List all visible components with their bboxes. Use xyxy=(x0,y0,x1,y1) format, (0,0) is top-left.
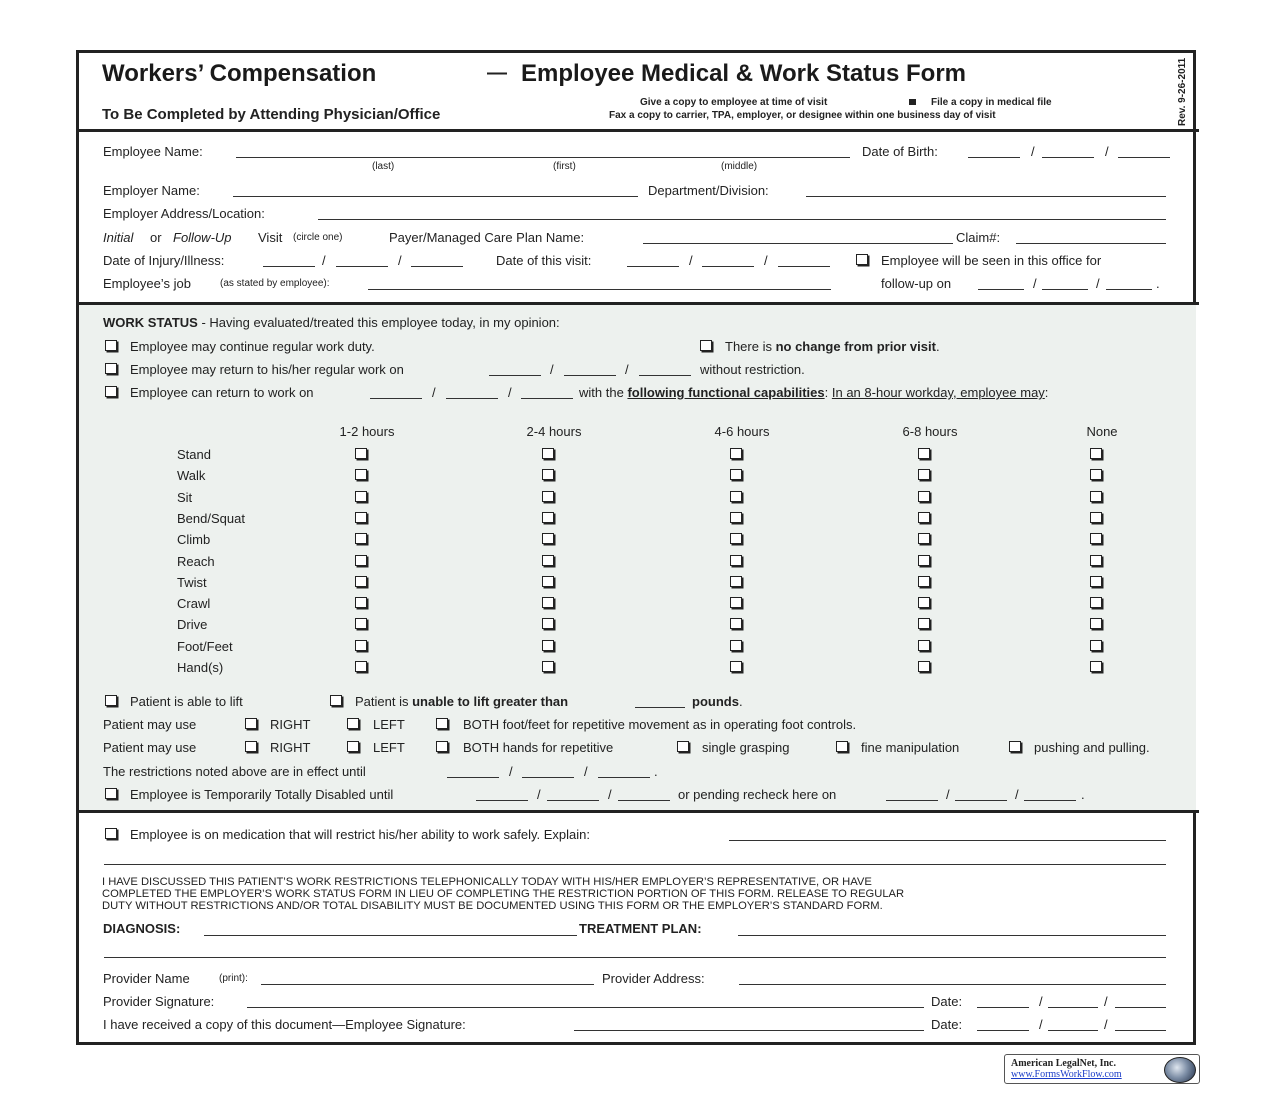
medication-explain-field[interactable] xyxy=(729,840,1166,841)
followup-year-field[interactable] xyxy=(1106,289,1152,290)
employee-signature-label: I have received a copy of this document—Employee Signature: xyxy=(103,1017,466,1032)
fine-manipulation-checkbox[interactable] xyxy=(836,741,848,752)
date-separator: / xyxy=(625,362,629,377)
ttd-month-field[interactable] xyxy=(476,800,528,801)
medication-label: Employee is on medication that will restrict his/her ability to work safely. Explain: xyxy=(130,827,591,842)
return-year-field[interactable] xyxy=(521,398,573,399)
provider-date-month-field[interactable] xyxy=(977,1007,1029,1008)
followup-on-label: follow-up on xyxy=(881,276,952,291)
date-separator: / xyxy=(537,787,541,802)
form-subtitle: To Be Completed by Attending Physician/Office xyxy=(102,106,441,123)
date-separator: / xyxy=(1039,1017,1043,1032)
capability-checkbox[interactable] xyxy=(542,576,554,587)
employer-name-field[interactable] xyxy=(233,196,638,197)
capability-checkbox[interactable] xyxy=(1090,576,1102,587)
provider-address-label: Provider Address: xyxy=(602,971,705,986)
diagnosis-field[interactable] xyxy=(204,935,577,936)
employee-job-note: (as stated by employee): xyxy=(220,278,330,289)
ttd-day-field[interactable] xyxy=(547,800,599,801)
foot-right-checkbox[interactable] xyxy=(245,718,257,729)
activity-label: Bend/Squat xyxy=(177,510,245,526)
foot-right-label: RIGHT xyxy=(270,717,311,732)
return-regular-year-field[interactable] xyxy=(639,375,691,376)
capability-checkbox[interactable] xyxy=(1090,597,1102,608)
capability-checkbox[interactable] xyxy=(355,555,367,566)
may-use-hands-label: Patient may use xyxy=(103,740,197,755)
payer-label: Payer/Managed Care Plan Name: xyxy=(389,230,585,245)
employee-name-field[interactable] xyxy=(236,157,850,158)
diagnosis-label: DIAGNOSIS: xyxy=(103,921,181,936)
capability-checkbox[interactable] xyxy=(918,533,930,544)
date-separator: / xyxy=(1105,144,1109,159)
visit-label: Visit xyxy=(258,230,283,245)
column-header: 2-4 hours xyxy=(526,424,582,439)
date-separator: / xyxy=(1031,144,1035,159)
capability-checkbox[interactable] xyxy=(355,661,367,672)
provider-address-field[interactable] xyxy=(739,984,1166,985)
pushing-pulling-checkbox[interactable] xyxy=(1009,741,1021,752)
injury-date-label: Date of Injury/Illness: xyxy=(103,253,225,268)
capability-checkbox[interactable] xyxy=(1090,618,1102,629)
employee-signature-field[interactable] xyxy=(574,1030,924,1031)
date-separator: / xyxy=(584,764,588,779)
activity-label: Twist xyxy=(177,574,207,590)
injury-year-field[interactable] xyxy=(411,266,463,267)
capability-checkbox[interactable] xyxy=(355,597,367,608)
department-field[interactable] xyxy=(806,196,1166,197)
last-name-caption: (last) xyxy=(372,161,395,172)
employer-name-label: Employer Name: xyxy=(103,183,200,198)
payer-field[interactable] xyxy=(643,243,953,244)
period: . xyxy=(1156,276,1160,291)
capability-checkbox[interactable] xyxy=(918,618,930,629)
continue-regular-label: Employee may continue regular work duty. xyxy=(130,339,375,354)
provider-date-year-field[interactable] xyxy=(1115,1007,1166,1008)
return-on-label: Employee can return to work on xyxy=(130,385,314,400)
foot-both-label: BOTH foot/feet for repetitive movement as in operating foot controls. xyxy=(463,717,857,732)
dob-label: Date of Birth: xyxy=(862,144,938,159)
disclaimer-text: I HAVE DISCUSSED THIS PATIENT’S WORK RESTRICTIONS TELEPHONICALLY TODAY WITH HIS/HER EMPLOYER’S REPRESENTATIVE, OR HAVE COMPLETED THE EMPLOYER’S WORK STATUS FORM IN LIEU OF COMPLETING THE RESTRICTION PORTION OF THIS FORM. RELEASE TO REGULAR DUTY WITHOUT RESTRICTIONS AND/OR TOTAL DISABILITY MUST BE DOCUMENTED USING THIS FORM OR THE EMPLOYER’S STANDARD FORM. xyxy=(102,876,905,912)
date-separator: / xyxy=(1015,787,1019,802)
pending-recheck-label: or pending recheck here on xyxy=(678,787,837,802)
capability-checkbox[interactable] xyxy=(918,512,930,523)
middle-name-caption: (middle) xyxy=(721,161,758,172)
activity-label: Reach xyxy=(177,553,215,569)
period: . xyxy=(654,764,658,779)
continue-regular-checkbox[interactable] xyxy=(105,340,117,351)
hands-left-label: LEFT xyxy=(373,740,405,755)
employee-date-day-field[interactable] xyxy=(1048,1030,1098,1031)
hands-right-checkbox[interactable] xyxy=(245,741,257,752)
capability-checkbox[interactable] xyxy=(730,469,742,480)
capability-checkbox[interactable] xyxy=(730,640,742,651)
dob-day-field[interactable] xyxy=(1042,157,1094,158)
ttd-label: Employee is Temporarily Totally Disabled until xyxy=(130,787,394,802)
provider-signature-field[interactable] xyxy=(247,1007,924,1008)
capability-checkbox[interactable] xyxy=(542,533,554,544)
visit-date-label: Date of this visit: xyxy=(496,253,592,268)
provider-date-day-field[interactable] xyxy=(1048,1007,1098,1008)
return-month-field[interactable] xyxy=(370,398,422,399)
fine-manipulation-label: fine manipulation xyxy=(861,740,960,755)
divider xyxy=(76,129,1199,132)
column-header: 4-6 hours xyxy=(714,424,770,439)
return-with-capabilities-checkbox[interactable] xyxy=(105,386,117,397)
capability-checkbox[interactable] xyxy=(918,491,930,502)
capability-checkbox[interactable] xyxy=(542,661,554,672)
claim-label: Claim#: xyxy=(956,230,1001,245)
injury-day-field[interactable] xyxy=(336,266,388,267)
follow-up-option[interactable]: Follow-Up xyxy=(173,230,232,245)
form-title-right: Employee Medical & Work Status Form xyxy=(521,60,966,87)
visit-day-field[interactable] xyxy=(702,266,754,267)
capability-checkbox[interactable] xyxy=(542,448,554,459)
employer-address-label: Employer Address/Location: xyxy=(103,206,265,221)
capability-checkbox[interactable] xyxy=(355,533,367,544)
may-use-foot-label: Patient may use xyxy=(103,717,197,732)
ttd-year-field[interactable] xyxy=(618,800,670,801)
capability-checkbox[interactable] xyxy=(730,533,742,544)
capability-checkbox[interactable] xyxy=(918,469,930,480)
capability-checkbox[interactable] xyxy=(918,640,930,651)
followup-day-field[interactable] xyxy=(1042,289,1088,290)
print-note: (print): xyxy=(219,973,248,984)
period: . xyxy=(1081,787,1085,802)
ttd-checkbox[interactable] xyxy=(105,788,117,799)
date-separator: / xyxy=(946,787,950,802)
hands-right-label: RIGHT xyxy=(270,740,311,755)
date-separator: / xyxy=(509,764,513,779)
capability-checkbox[interactable] xyxy=(730,555,742,566)
injury-month-field[interactable] xyxy=(263,266,315,267)
company-url-link[interactable]: www.FormsWorkFlow.com xyxy=(1011,1069,1122,1080)
capability-checkbox[interactable] xyxy=(1090,512,1102,523)
capability-checkbox[interactable] xyxy=(355,512,367,523)
capability-checkbox[interactable] xyxy=(1090,555,1102,566)
without-restriction-label: without restriction. xyxy=(700,362,805,377)
activity-label: Walk xyxy=(177,468,206,484)
capability-checkbox[interactable] xyxy=(730,618,742,629)
date-separator: / xyxy=(1096,276,1100,291)
employee-job-field[interactable] xyxy=(368,289,831,290)
recheck-year-field[interactable] xyxy=(1024,800,1076,801)
capability-checkbox[interactable] xyxy=(918,661,930,672)
work-status-section xyxy=(79,305,1196,810)
employee-date-label: Date: xyxy=(931,1017,963,1032)
column-header: 6-8 hours xyxy=(902,424,958,439)
hands-both-checkbox[interactable] xyxy=(436,741,448,752)
capability-checkbox[interactable] xyxy=(1090,640,1102,651)
restrictions-day-field[interactable] xyxy=(522,777,574,778)
capability-checkbox[interactable] xyxy=(1090,491,1102,502)
follow-up-checkbox[interactable] xyxy=(856,254,868,265)
capability-checkbox[interactable] xyxy=(542,491,554,502)
diagnosis-treatment-field-2[interactable] xyxy=(104,957,1166,958)
seen-followup-label: Employee will be seen in this office for xyxy=(881,253,1102,268)
circle-one-note: (circle one) xyxy=(293,232,343,243)
bullet-icon xyxy=(909,99,916,105)
return-regular-month-field[interactable] xyxy=(489,375,541,376)
activity-label: Drive xyxy=(177,617,208,633)
employee-date-month-field[interactable] xyxy=(977,1030,1029,1031)
copy-instruction-2: Fax a copy to carrier, TPA, employer, or designee within one business day of visit xyxy=(609,110,996,121)
column-header: 1-2 hours xyxy=(339,424,395,439)
capability-checkbox[interactable] xyxy=(730,597,742,608)
employer-address-field[interactable] xyxy=(318,219,1166,220)
provider-date-label: Date: xyxy=(931,994,963,1009)
recheck-month-field[interactable] xyxy=(886,800,938,801)
activity-label: Sit xyxy=(177,489,193,505)
department-label: Department/Division: xyxy=(648,183,769,198)
capability-checkbox[interactable] xyxy=(1090,661,1102,672)
unable-to-lift-checkbox[interactable] xyxy=(330,695,342,706)
visit-year-field[interactable] xyxy=(778,266,830,267)
form-title-left: Workers’ Compensation xyxy=(102,60,377,87)
revision-label: Rev. 9-26-2011 xyxy=(1177,57,1188,126)
date-separator: / xyxy=(322,253,326,268)
no-change-checkbox[interactable] xyxy=(700,340,712,351)
employee-job-label: Employee’s job xyxy=(103,276,191,291)
copy-instruction-1a: Give a copy to employee at time of visit xyxy=(640,97,828,108)
activity-label: Foot/Feet xyxy=(177,638,233,654)
company-name: American LegalNet, Inc. xyxy=(1011,1058,1116,1069)
hands-left-checkbox[interactable] xyxy=(347,741,359,752)
capability-checkbox[interactable] xyxy=(730,576,742,587)
capability-checkbox[interactable] xyxy=(918,576,930,587)
single-grasping-checkbox[interactable] xyxy=(677,741,689,752)
treatment-plan-field[interactable] xyxy=(738,935,1166,936)
date-separator: / xyxy=(508,385,512,400)
capability-checkbox[interactable] xyxy=(1090,448,1102,459)
medication-checkbox[interactable] xyxy=(105,828,117,839)
medication-explain-field-2[interactable] xyxy=(104,864,1166,865)
restrictions-month-field[interactable] xyxy=(447,777,499,778)
date-separator: / xyxy=(608,787,612,802)
capability-checkbox[interactable] xyxy=(355,469,367,480)
no-change-label: There is no change from prior visit. xyxy=(725,339,940,354)
work-status-heading: WORK STATUS - Having evaluated/treated this employee today, in my opinion: xyxy=(103,315,560,330)
date-separator: / xyxy=(764,253,768,268)
capability-checkbox[interactable] xyxy=(542,618,554,629)
dob-month-field[interactable] xyxy=(968,157,1020,158)
date-separator: / xyxy=(1104,1017,1108,1032)
treatment-plan-label: TREATMENT PLAN: xyxy=(579,921,702,936)
employee-date-year-field[interactable] xyxy=(1115,1030,1166,1031)
date-separator: / xyxy=(1039,994,1043,1009)
return-regular-label: Employee may return to his/her regular work on xyxy=(130,362,404,377)
form-title-dash: — xyxy=(487,62,507,84)
activity-label: Crawl xyxy=(177,596,211,612)
capability-checkbox[interactable] xyxy=(542,597,554,608)
hands-both-label: BOTH hands for repetitive xyxy=(463,740,614,755)
capability-checkbox[interactable] xyxy=(1090,533,1102,544)
capability-checkbox[interactable] xyxy=(542,555,554,566)
capability-checkbox[interactable] xyxy=(918,555,930,566)
capability-checkbox[interactable] xyxy=(918,448,930,459)
capability-checkbox[interactable] xyxy=(730,512,742,523)
date-separator: / xyxy=(398,253,402,268)
return-day-field[interactable] xyxy=(446,398,498,399)
foot-both-checkbox[interactable] xyxy=(436,718,448,729)
divider xyxy=(76,810,1199,813)
followup-month-field[interactable] xyxy=(978,289,1024,290)
recheck-day-field[interactable] xyxy=(955,800,1007,801)
capability-checkbox[interactable] xyxy=(1090,469,1102,480)
single-grasping-label: single grasping xyxy=(702,740,790,755)
dob-year-field[interactable] xyxy=(1118,157,1170,158)
activity-label: Stand xyxy=(177,447,211,462)
pounds-label: pounds. xyxy=(692,694,743,709)
able-to-lift-checkbox[interactable] xyxy=(105,695,117,706)
return-regular-checkbox[interactable] xyxy=(105,363,117,374)
column-header: None xyxy=(1086,424,1118,439)
visit-month-field[interactable] xyxy=(627,266,679,267)
capability-checkbox[interactable] xyxy=(542,640,554,651)
lift-pounds-field[interactable] xyxy=(635,707,685,708)
capability-checkbox[interactable] xyxy=(918,597,930,608)
claim-field[interactable] xyxy=(1016,243,1166,244)
initial-option[interactable]: Initial xyxy=(103,230,134,245)
unable-to-lift-label: Patient is unable to lift greater than xyxy=(355,694,569,709)
capability-checkbox[interactable] xyxy=(730,661,742,672)
globe-icon xyxy=(1164,1057,1196,1083)
capability-checkbox[interactable] xyxy=(730,448,742,459)
capability-checkbox[interactable] xyxy=(355,576,367,587)
foot-left-checkbox[interactable] xyxy=(347,718,359,729)
capability-checkbox[interactable] xyxy=(730,491,742,502)
capability-checkbox[interactable] xyxy=(542,512,554,523)
copy-instruction-1b: File a copy in medical file xyxy=(931,97,1052,108)
capability-checkbox[interactable] xyxy=(355,618,367,629)
capability-checkbox[interactable] xyxy=(355,448,367,459)
pushing-pulling-label: pushing and pulling. xyxy=(1034,740,1150,755)
capability-checkbox[interactable] xyxy=(542,469,554,480)
date-separator: / xyxy=(432,385,436,400)
provider-name-label: Provider Name xyxy=(103,971,190,986)
activity-label: Climb xyxy=(177,532,211,548)
date-separator: / xyxy=(550,362,554,377)
foot-left-label: LEFT xyxy=(373,717,405,732)
provider-signature-label: Provider Signature: xyxy=(103,994,215,1009)
date-separator: / xyxy=(1104,994,1108,1009)
restrictions-year-field[interactable] xyxy=(598,777,650,778)
activity-label: Hand(s) xyxy=(177,660,224,675)
capability-checkbox[interactable] xyxy=(355,640,367,651)
able-to-lift-label: Patient is able to lift xyxy=(130,694,243,709)
company-logo xyxy=(1004,1054,1200,1084)
date-separator: / xyxy=(689,253,693,268)
first-name-caption: (first) xyxy=(553,161,576,172)
return-regular-day-field[interactable] xyxy=(564,375,616,376)
employee-name-label: Employee Name: xyxy=(103,144,203,159)
capability-checkbox[interactable] xyxy=(355,491,367,502)
capabilities-text: with the following functional capabilities: In an 8-hour workday, employee may: xyxy=(579,385,1049,400)
restrictions-until-label: The restrictions noted above are in effect until xyxy=(103,764,366,779)
provider-name-field[interactable] xyxy=(261,984,594,985)
date-separator: / xyxy=(1033,276,1037,291)
or-label: or xyxy=(150,230,162,245)
